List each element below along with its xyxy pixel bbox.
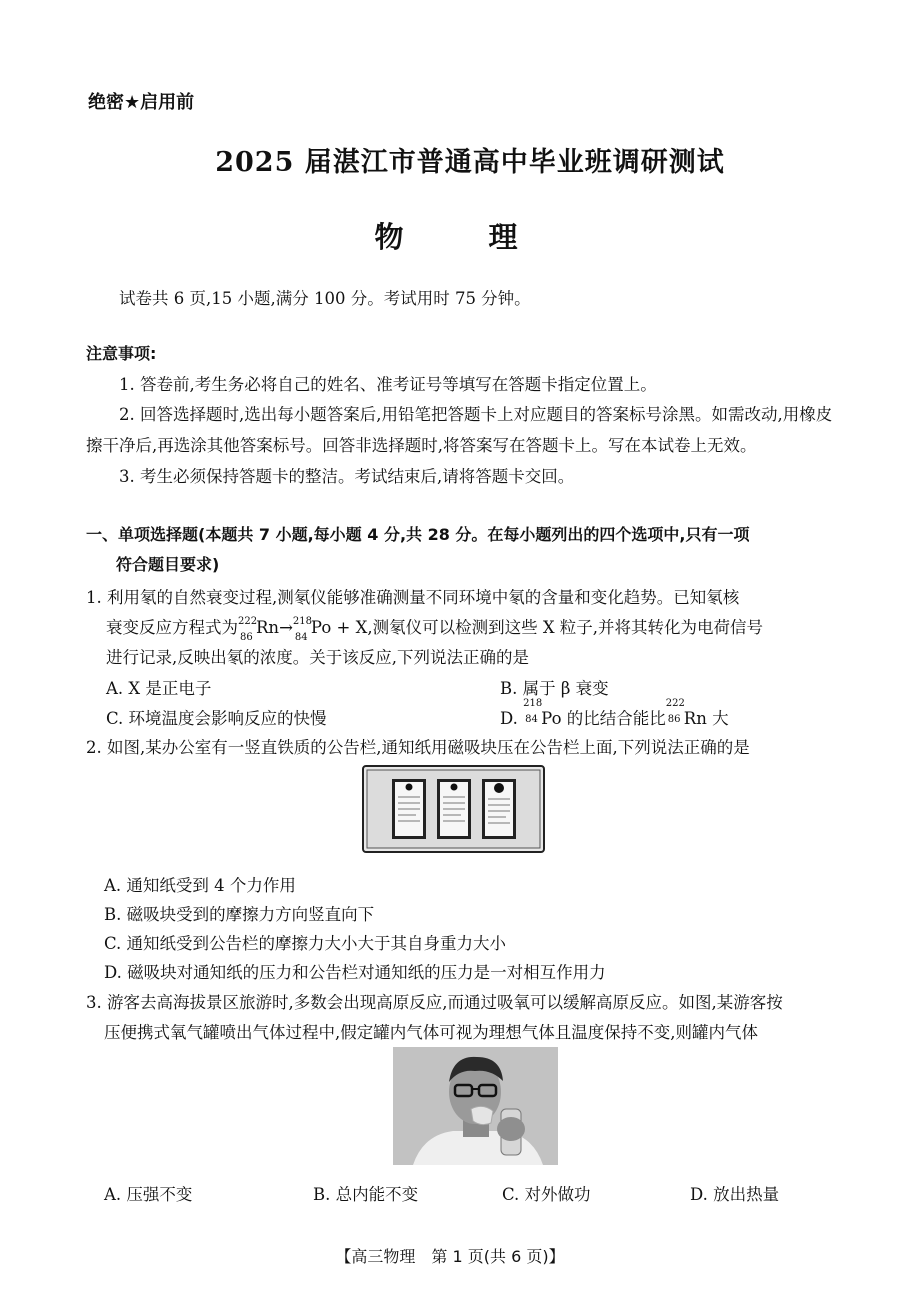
confidential-mark: 绝密★启用前: [88, 92, 195, 113]
oxygen-photo-figure: [393, 1047, 558, 1165]
q2-line1: 2. 如图,某办公室有一竖直铁质的公告栏,通知纸用磁吸块压在公告栏上面,下列说法正确的是: [86, 738, 750, 757]
q1-line2-lead: 衰变反应方程式为: [106, 618, 238, 637]
page-footer: 【高三物理 第 1 页(共 6 页)】: [335, 1247, 565, 1266]
q2-option-a: A. 通知纸受到 4 个力作用: [104, 876, 296, 895]
q1-option-d: [500, 698, 729, 729]
po-symbol: Po: [310, 618, 332, 637]
q2-option-d: D. 磁吸块对通知纸的压力和公告栏对通知纸的压力是一对相互作用力: [104, 963, 606, 982]
notice-board-illustration: [364, 767, 543, 851]
rn-atomic-number: 86: [240, 632, 253, 643]
po-symbol-d: Po: [541, 709, 562, 728]
exam-title: 2025 届湛江市普通高中毕业班调研测试: [215, 147, 725, 178]
section-heading: [86, 520, 854, 580]
section-heading-line2: 符合题目要求): [116, 555, 220, 574]
reaction-arrow: →: [279, 618, 293, 637]
q1-option-b: B. 属于 β 衰变: [500, 679, 609, 698]
notice-board-figure: [362, 765, 545, 853]
q1-option-d-label: D.: [500, 709, 524, 728]
notice-item-1: 1. 答卷前,考生务必将自己的姓名、准考证号等填写在答题卡指定位置上。: [119, 375, 657, 394]
q1-line1: 1. 利用氡的自然衰变过程,测氡仪能够准确测量不同环境中氡的含量和变化趋势。已知氡核: [86, 588, 740, 607]
rn-symbol: Rn: [256, 618, 280, 637]
q2-option-c: C. 通知纸受到公告栏的摩擦力大小大于其自身重力大小: [104, 934, 507, 953]
q2-option-b: B. 磁吸块受到的摩擦力方向竖直向下: [104, 905, 375, 924]
rn-symbol-d: Rn: [683, 709, 707, 728]
tourist-oxygen-photo: [393, 1047, 558, 1165]
subject-title: 物 理: [374, 220, 546, 254]
po-nuclide-numbers: [292, 616, 312, 643]
rn-nuclide-numbers: [238, 616, 258, 643]
q1-line3: 进行记录,反映出氡的浓度。关于该反应,下列说法正确的是: [106, 648, 529, 667]
notice-item-3: 3. 考生必须保持答题卡的整洁。考试结束后,请将答题卡交回。: [119, 467, 575, 486]
q1-option-d-tail: 大: [706, 709, 729, 728]
section-heading-line1: 一、单项选择题(本题共 7 小题,每小题 4 分,共 28 分。在每小题列出的四个选项中,只有一项: [86, 525, 750, 544]
rn-nuclide-numbers-d: [665, 698, 685, 725]
notice-title: 注意事项:: [86, 344, 157, 363]
q1-option-a: A. X 是正电子: [106, 679, 212, 698]
po-atomic-number-d: 84: [525, 714, 538, 725]
q3-option-b: B. 总内能不变: [313, 1185, 419, 1204]
q1-option-d-mid: 的比结合能比: [561, 709, 666, 728]
q3-option-c: C. 对外做功: [502, 1185, 591, 1204]
q1-line2: [106, 613, 763, 643]
q3-line2: 压便携式氧气罐喷出气体过程中,假定罐内气体可视为理想气体且温度保持不变,则罐内气体: [104, 1023, 758, 1042]
notice-item-2: 2. 回答选择题时,选出每小题答案后,用铅笔把答题卡上对应题目的答案标号涂黑。如需改动,用橡皮擦干净后,再选涂其他答案标号。回答非选择题时,将答案写在答题卡上。写在本试卷上无效。: [86, 405, 833, 455]
rn-mass-number: 222: [238, 616, 258, 627]
po-nuclide-numbers-d: [523, 698, 543, 725]
po-atomic-number: 84: [294, 632, 308, 643]
q1-line2-tail: + X,测氡仪可以检测到这些 X 粒子,并将其转化为电荷信号: [331, 618, 764, 637]
exam-intro: 试卷共 6 页,15 小题,满分 100 分。考试用时 75 分钟。: [119, 289, 531, 308]
q1-option-c: C. 环境温度会影响反应的快慢: [106, 709, 327, 728]
po-mass-number: 218: [292, 616, 312, 627]
q3-option-d: D. 放出热量: [690, 1185, 780, 1204]
po-mass-number-d: 218: [523, 698, 543, 709]
rn-mass-number-d: 222: [665, 698, 685, 709]
q3-line1: 3. 游客去高海拔景区旅游时,多数会出现高原反应,而通过吸氧可以缓解高原反应。如图,某游客按: [86, 993, 783, 1012]
rn-atomic-number-d: 86: [667, 714, 681, 725]
q3-option-a: A. 压强不变: [104, 1185, 193, 1204]
